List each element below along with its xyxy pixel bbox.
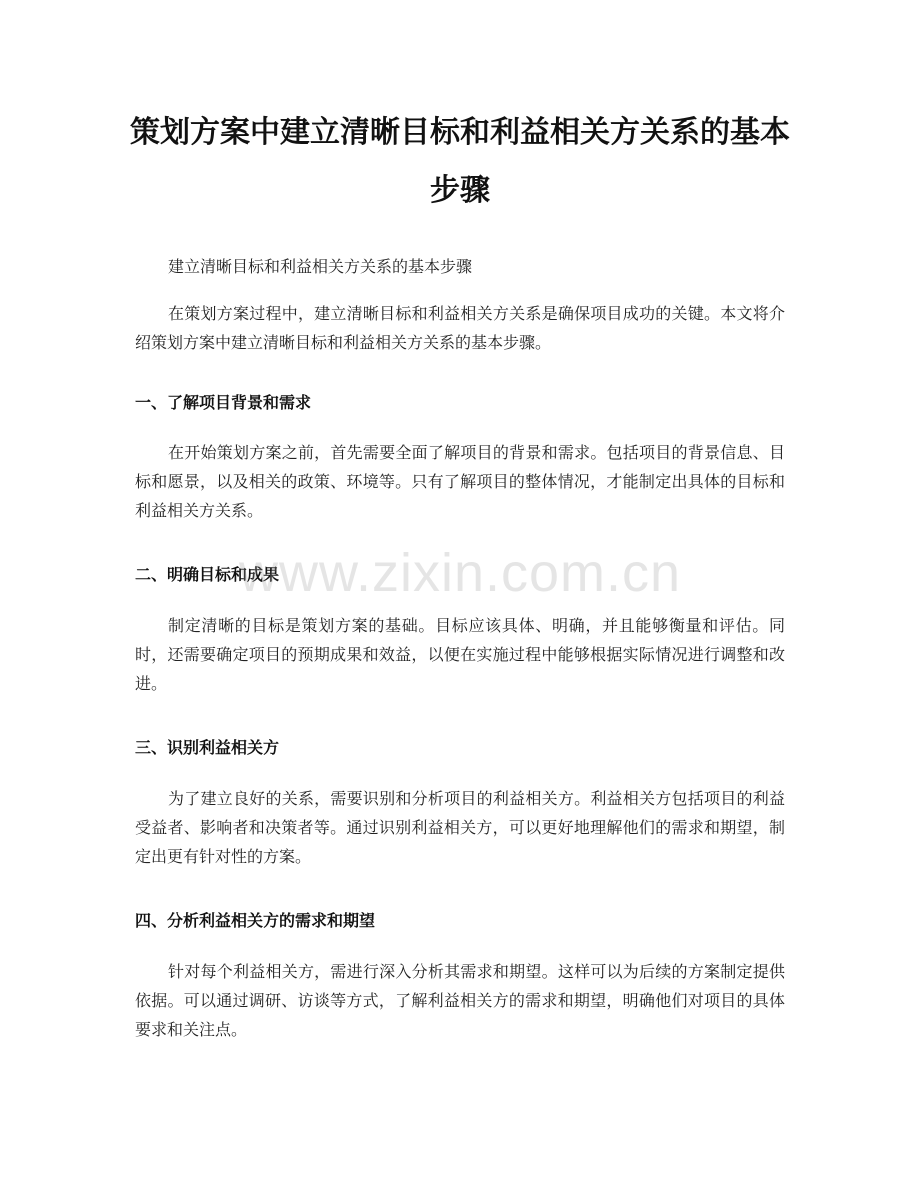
document-subtitle: 建立清晰目标和利益相关方关系的基本步骤 — [168, 257, 473, 276]
document-title: 策划方案中建立清晰目标和利益相关方关系的基本步骤 — [130, 115, 790, 208]
intro-paragraph: 在策划方案过程中，建立清晰目标和利益相关方关系是确保项目成功的关键。本文将介绍策划方案中建立清晰目标和利益相关方关系的基本步骤。 — [135, 304, 785, 352]
section-3-heading: 三、识别利益相关方 — [135, 738, 280, 757]
section-4-heading: 四、分析利益相关方的需求和期望 — [135, 911, 376, 930]
watermark: www.zixin.com.cn — [238, 543, 682, 603]
section-2-body: 制定清晰的目标是策划方案的基础。目标应该具体、明确，并且能够衡量和评估。同时，还需要确定项目的预期成果和效益，以便在实施过程中能够根据实际情况进行调整和改进。 — [135, 616, 785, 693]
section-1-heading: 一、了解项目背景和需求 — [135, 393, 312, 412]
section-4-body: 针对每个利益相关方，需进行深入分析其需求和期望。这样可以为后续的方案制定提供依据。可以通过调研、访谈等方式，了解利益相关方的需求和期望，明确他们对项目的具体要求和关注点。 — [135, 962, 785, 1039]
section-1-body: 在开始策划方案之前，首先需要全面了解项目的背景和需求。包括项目的背景信息、目标和愿景，以及相关的政策、环境等。只有了解项目的整体情况，才能制定出具体的目标和利益相关方关系。 — [135, 443, 785, 520]
section-3-body: 为了建立良好的关系，需要识别和分析项目的利益相关方。利益相关方包括项目的利益受益者、影响者和决策者等。通过识别利益相关方，可以更好地理解他们的需求和期望，制定出更有针对性的方案。 — [135, 789, 785, 866]
section-2-heading: 二、明确目标和成果 — [135, 565, 280, 584]
